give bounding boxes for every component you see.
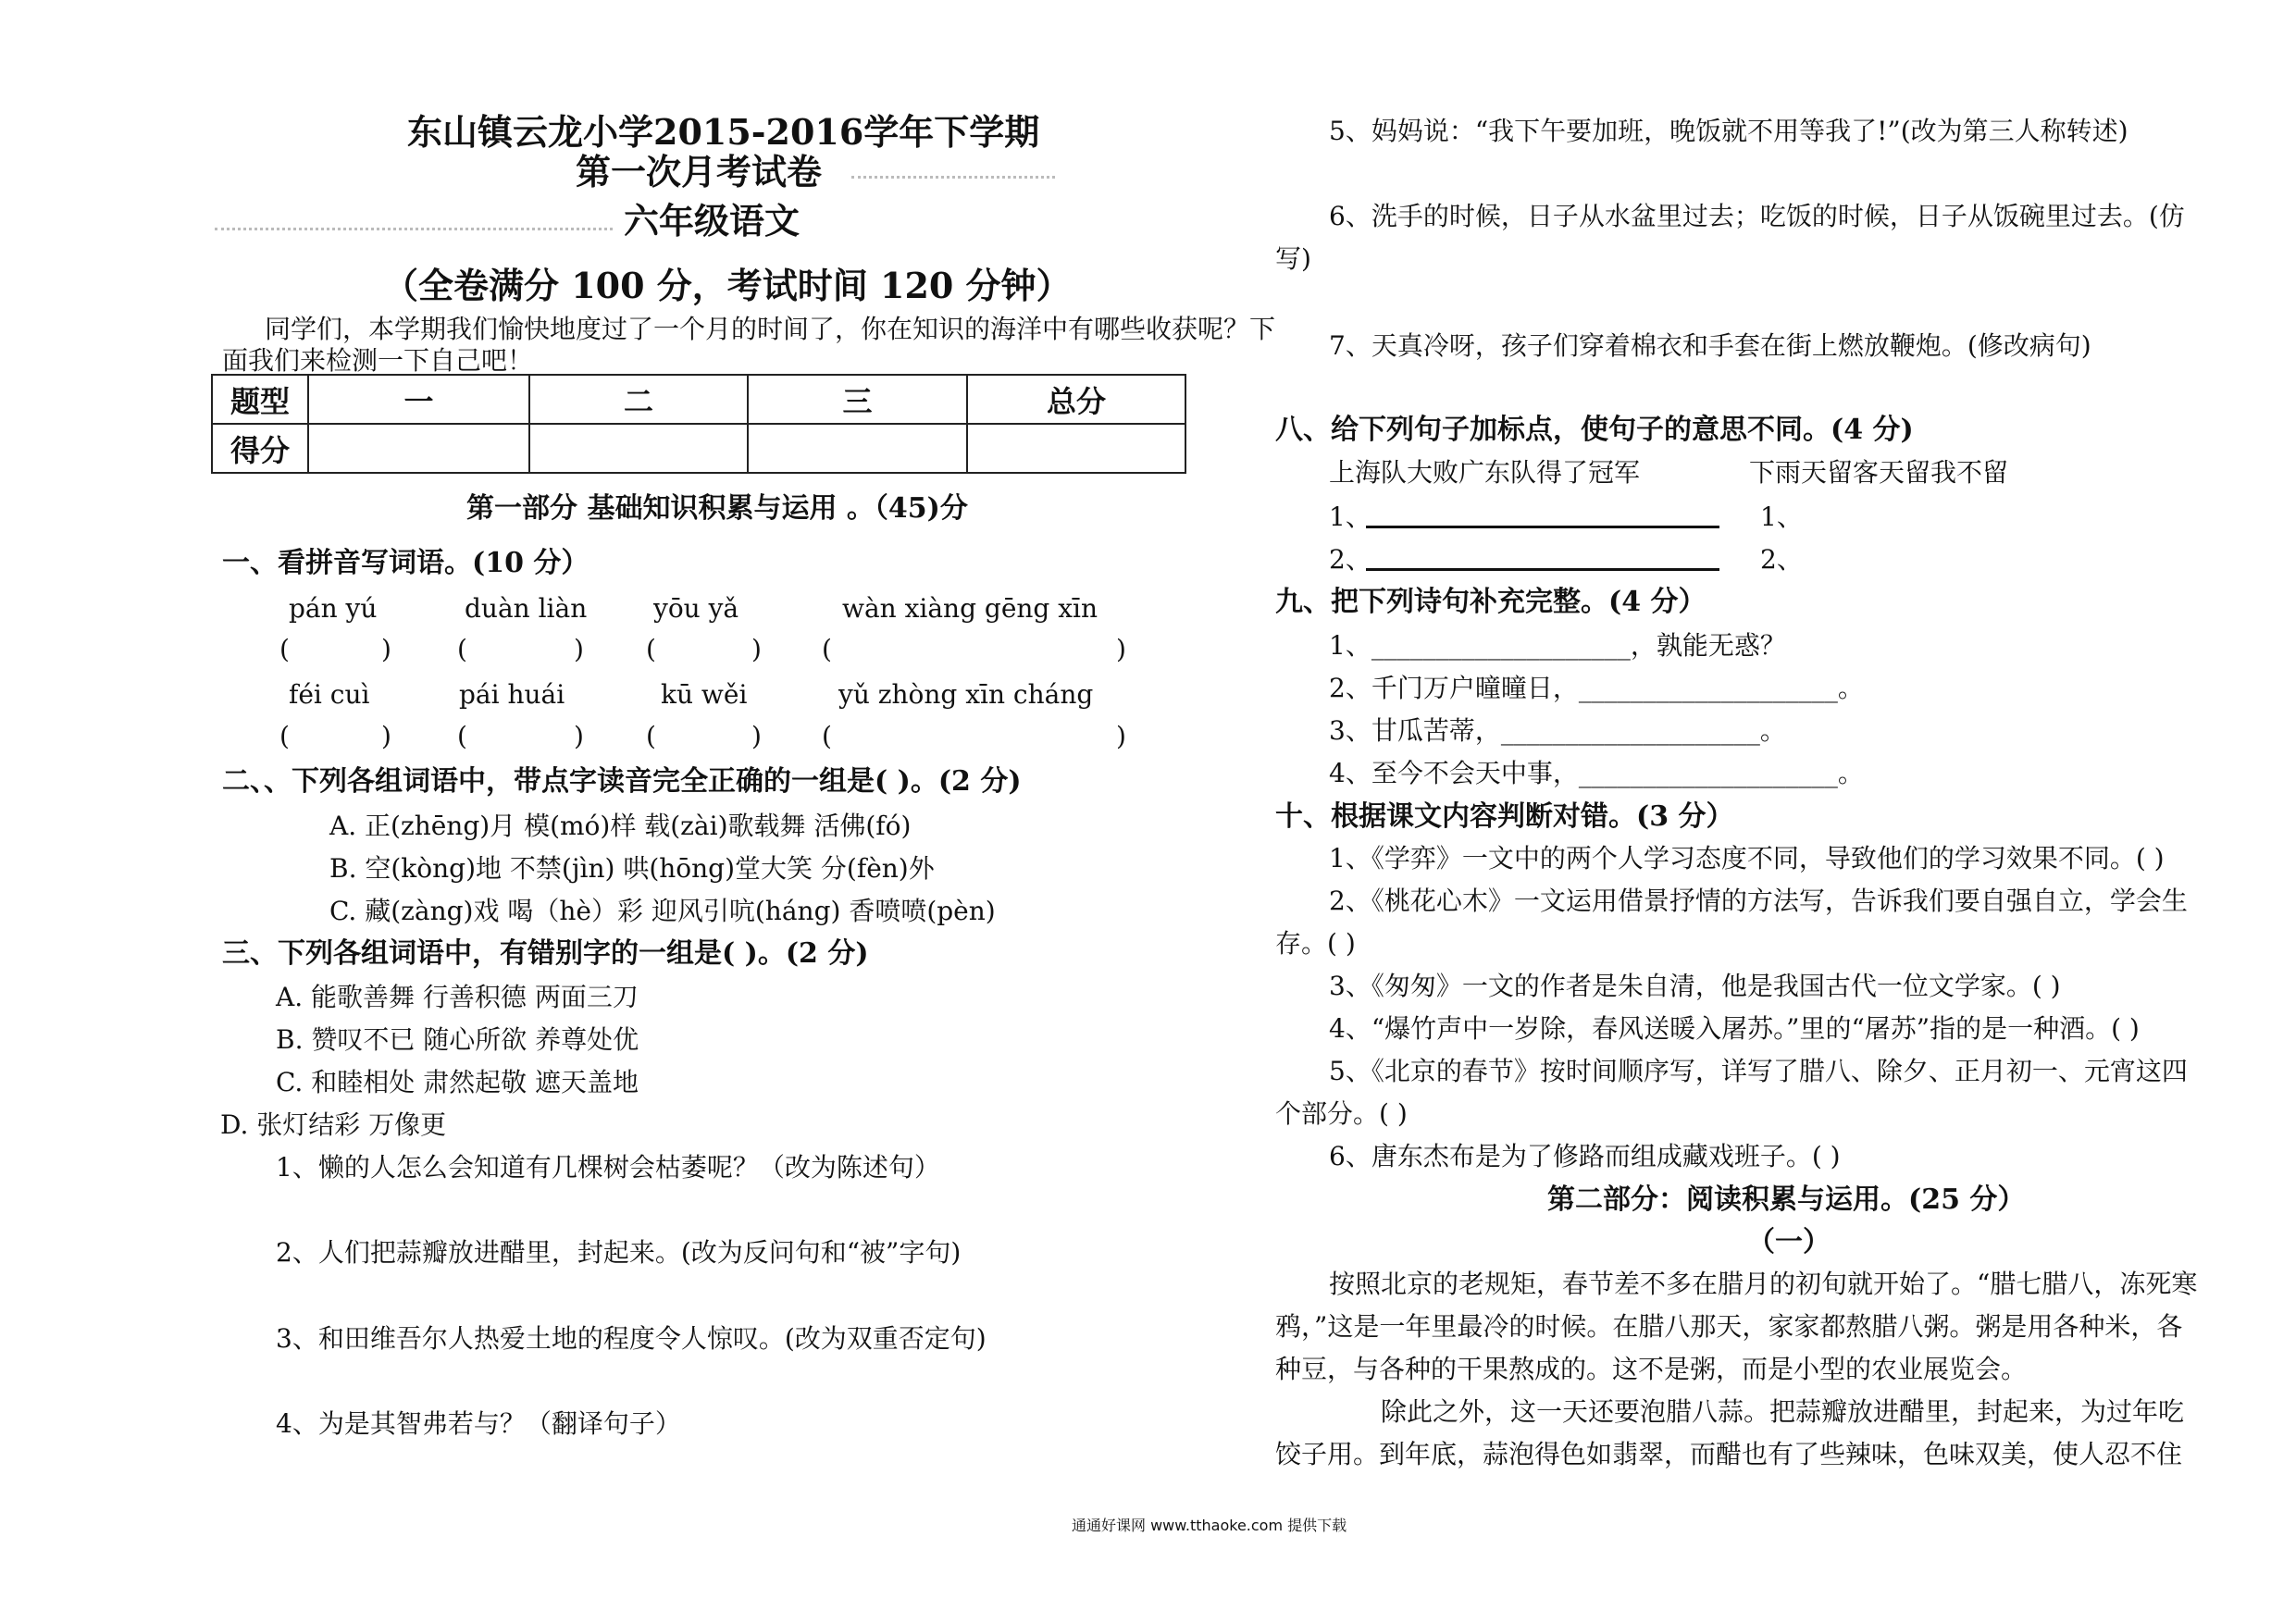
judge-item: 3、《匆匆》一文的作者是朱自清，他是我国古代一位文学家。( ) [1329, 971, 2061, 1001]
answer-number: 1、 [1329, 502, 1371, 532]
dotted-rule [215, 228, 613, 230]
section-10-title: 十、根据课文内容判断对错。(3 分） [1275, 800, 1734, 833]
answer-paren: ) [574, 721, 584, 751]
reading-line: 饺子用。到年底，蒜泡得色如翡翠，而醋也有了些辣味，色味双美，使人忍不住 [1275, 1439, 2183, 1469]
exam-subtitle: 第一次月考试卷 [576, 151, 823, 192]
section-1-title: 一、看拼音写词语。(10 分） [222, 547, 590, 579]
pinyin: yōu yǎ [653, 593, 739, 624]
judge-item: 2、《桃花心木》一文运用借景抒情的方法写，告诉我们要自强自立，学会生 [1329, 886, 2188, 916]
score-row-label: 得分 [212, 424, 308, 473]
answer-number: 2、 [1760, 544, 1803, 575]
question-6: 6、洗手的时候，日子从水盆里过去；吃饭的时候，日子从饭碗里过去。(仿 [1329, 201, 2185, 231]
score-cell[interactable] [967, 424, 1185, 473]
section-2-title: 二、、下列各组词语中，带点字读音完全正确的一组是( )。(2 分) [222, 765, 1022, 798]
poem-line: 2、千门万户曈曈日，____________________。 [1329, 673, 1864, 703]
part2-heading: 第二部分：阅读积累与运用。(25 分） [1547, 1183, 2026, 1216]
poem-line: 1、____________________，孰能无惑？ [1329, 630, 1786, 661]
judge-item-cont: 个部分。( ) [1275, 1098, 1408, 1129]
answer-paren: ) [751, 721, 762, 751]
pinyin: wàn xiàng gēng xīn [842, 593, 1098, 624]
choice-b: B. 赞叹不已 随心所欲 养尊处优 [276, 1024, 639, 1055]
answer-line[interactable] [1366, 568, 1719, 571]
answer-paren: ) [381, 634, 391, 664]
pinyin: kū wěi [661, 679, 748, 710]
choice-d: D. 张灯结彩 万像更 [220, 1109, 447, 1140]
intro-line: 同学们，本学期我们愉快地度过了一个月的时间了，你在知识的海洋中有哪些收获呢？下 [265, 314, 1276, 344]
pinyin: féi cuì [289, 679, 370, 710]
reading-line: 种豆，与各种的干果熬成的。这不是粥，而是小型的农业展览会。 [1275, 1354, 2028, 1384]
question-4: 4、为是其智弗若与？（翻译句子） [276, 1408, 681, 1439]
choice-a: A. 正(zhēng)月 模(mó)样 载(zài)歌载舞 活佛(fó) [329, 811, 912, 841]
poem-line: 4、至今不会天中事，____________________。 [1329, 758, 1864, 788]
answer-number: 2、 [1329, 544, 1371, 575]
judge-item: 6、唐东杰布是为了修路而组成藏戏班子。( ) [1329, 1141, 1841, 1171]
judge-item: 1、《学弈》一文中的两个人学习态度不同，导致他们的学习效果不同。( ) [1329, 843, 2165, 873]
answer-paren: ( [646, 634, 656, 664]
pinyin: pán yú [289, 593, 378, 624]
judge-item: 4、“爆竹声中一岁除，春风送暖入屠苏。”里的“屠苏”指的是一种酒。( ) [1329, 1013, 2140, 1044]
answer-paren: ( [279, 721, 290, 751]
score-cell[interactable] [308, 424, 529, 473]
exam-info: （全卷满分 100 分，考试时间 120 分钟） [383, 265, 1072, 306]
answer-paren: ( [457, 721, 467, 751]
answer-paren: ) [574, 634, 584, 664]
score-cell[interactable] [748, 424, 967, 473]
part1-heading: 第一部分 基础知识积累与运用 。（45)分 [466, 492, 968, 525]
dotted-rule [851, 176, 1055, 179]
section-9-title: 九、把下列诗句补充完整。(4 分） [1275, 586, 1706, 618]
pinyin: pái huái [459, 679, 565, 710]
score-table [211, 374, 1186, 474]
choice-a: A. 能歌善舞 行善积德 两面三刀 [276, 982, 639, 1012]
grade-subject: 六年级语文 [624, 200, 800, 242]
question-6-cont: 写) [1275, 243, 1311, 274]
footer-credit: 通通好课网 www.tthaoke.com 提供下载 [1072, 1517, 1347, 1534]
answer-paren: ( [646, 721, 656, 751]
choice-b: B. 空(kòng)地 不禁(jìn) 哄(hōng)堂大笑 分(fèn)外 [329, 853, 935, 884]
reading-line: 按照北京的老规矩，春节差不多在腊月的初旬就开始了。“腊七腊八，冻死寒 [1329, 1269, 2198, 1299]
score-table-header: 总分 [967, 375, 1185, 424]
choice-c: C. 藏(zàng)戏 喝（hè）彩 迎风引吭(háng) 香喷喷(pèn) [329, 896, 996, 926]
sentence: 上海队大败广东队得了冠军 [1329, 457, 1641, 488]
section-8-title: 八、给下列句子加标点，使句子的意思不同。(4 分) [1275, 414, 1914, 446]
judge-item-cont: 存。( ) [1275, 928, 1356, 959]
score-table-header: 三 [748, 375, 967, 424]
score-table-header: 题型 [212, 375, 308, 424]
reading-line: 鸦，”这是一年里最冷的时候。在腊八那天，家家都熬腊八粥。粥是用各种米，各 [1275, 1311, 2183, 1342]
reading-number: （一） [1747, 1226, 1831, 1258]
question-7: 7、天真冷呀，孩子们穿着棉衣和手套在街上燃放鞭炮。(修改病句) [1329, 330, 2091, 361]
score-cell[interactable] [529, 424, 748, 473]
answer-paren: ) [1116, 634, 1126, 664]
score-table-header: 二 [529, 375, 748, 424]
exam-title: 东山镇云龙小学2015-2016学年下学期 [407, 111, 1040, 153]
answer-number: 1、 [1760, 502, 1803, 532]
pinyin: yǔ zhòng xīn cháng [838, 679, 1094, 710]
choice-c: C. 和睦相处 肃然起敬 遮天盖地 [276, 1067, 639, 1097]
reading-line: 除此之外，这一天还要泡腊八蒜。把蒜瓣放进醋里，封起来，为过年吃 [1381, 1396, 2185, 1427]
poem-line: 3、甘瓜苦蒂，____________________。 [1329, 715, 1786, 746]
answer-paren: ( [279, 634, 290, 664]
score-table-header: 一 [308, 375, 529, 424]
section-3-title: 三、下列各组词语中，有错别字的一组是( )。(2 分) [222, 937, 869, 970]
question-2: 2、人们把蒜瓣放进醋里，封起来。(改为反问句和“被”字句) [276, 1237, 962, 1268]
question-3: 3、和田维吾尔人热爱土地的程度令人惊叹。(改为双重否定句) [276, 1323, 987, 1354]
answer-paren: ) [381, 721, 391, 751]
answer-paren: ( [457, 634, 467, 664]
answer-paren: ( [822, 721, 832, 751]
answer-line[interactable] [1366, 526, 1719, 528]
answer-paren: ) [751, 634, 762, 664]
pinyin: duàn liàn [465, 593, 588, 624]
sentence: 下雨天留客天留我不留 [1749, 457, 2009, 488]
answer-paren: ) [1116, 721, 1126, 751]
question-1: 1、懒的人怎么会知道有几棵树会枯萎呢？（改为陈述句） [276, 1152, 940, 1183]
question-5: 5、妈妈说：“我下午要加班，晚饭就不用等我了!”(改为第三人称转述) [1329, 116, 2128, 146]
intro-line: 面我们来检测一下自己吧！ [222, 345, 534, 376]
judge-item: 5、《北京的春节》按时间顺序写，详写了腊八、除夕、正月初一、元宵这四 [1329, 1056, 2188, 1086]
answer-paren: ( [822, 634, 832, 664]
